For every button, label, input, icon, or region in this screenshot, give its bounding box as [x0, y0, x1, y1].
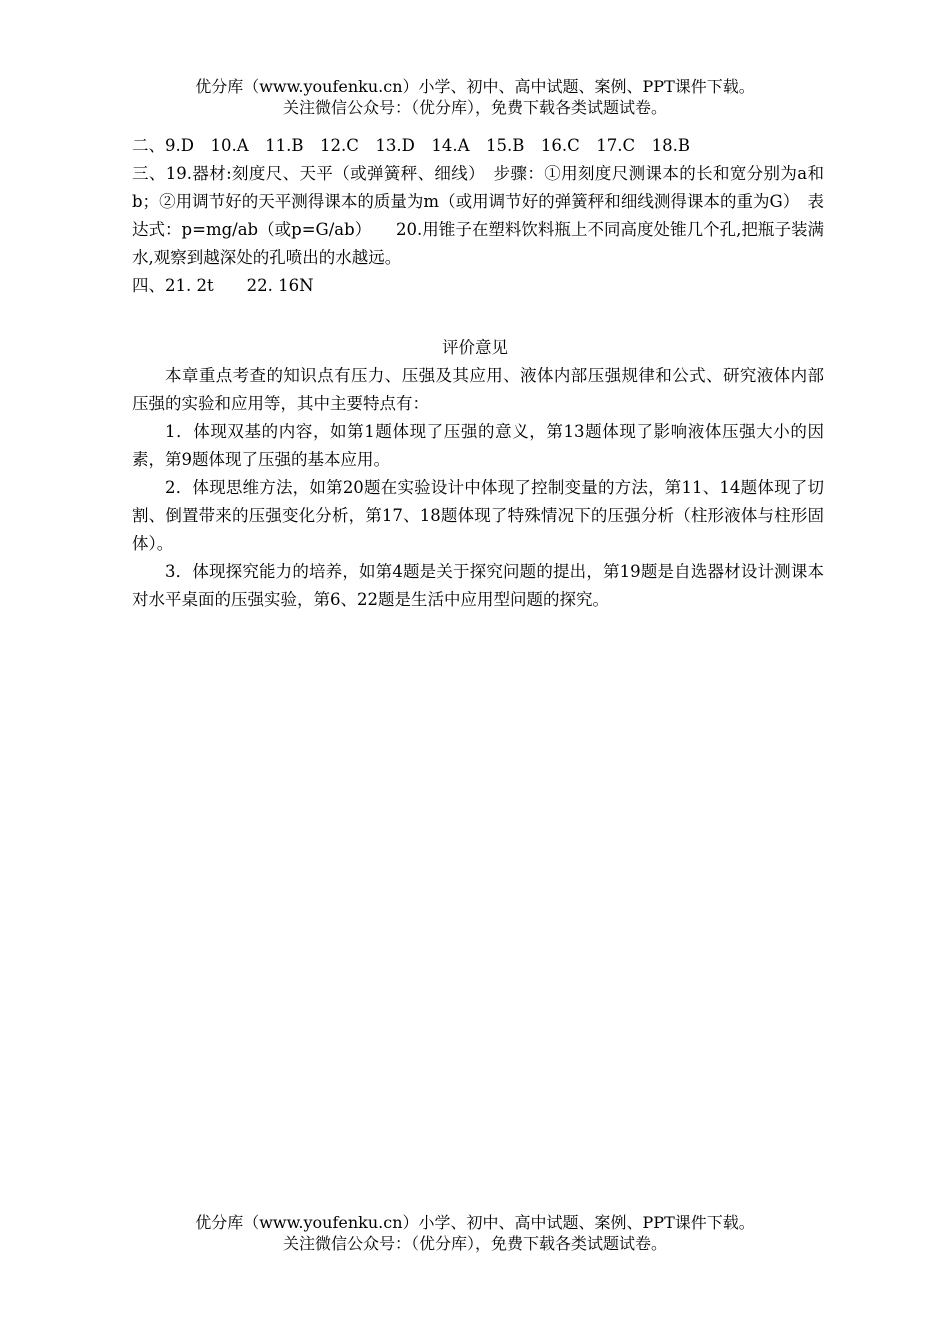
answers-section-3: 三、19.器材:刻度尺、天平（或弹簧秤、细线） 步骤：①用刻度尺测课本的长和宽分别为a和b；②用调节好的天平测得课本的质量为m（或用调节好的弹簧秤和细线测得课本的重为G） 表达式：p=mg/ab（或p=G/ab） 20.用锥子在塑料饮料瓶上不同高度处锥几个孔,把瓶子装满水,观察到越深处的孔喷出的水越远。	[132, 164, 824, 267]
evaluation-paragraph-2: 2．体现思维方法，如第20题在实验设计中体现了控制变量的方法，第11、14题体现了切割、倒置带来的压强变化分析，第17、18题体现了特殊情况下的压强分析（柱形液体与柱形固体）。	[132, 478, 824, 553]
page-footer	[0, 1212, 950, 1254]
answer-section	[132, 132, 824, 300]
footer-site-line: 优分库（www.youfenku.cn）小学、初中、高中试题、案例、PPT课件下载。	[195, 1213, 755, 1232]
evaluation-title: 评价意见	[442, 338, 508, 357]
evaluation-body	[132, 362, 824, 614]
footer-wechat-line: 关注微信公众号：（优分库），免费下载各类试题试卷。	[282, 1234, 667, 1253]
page-header	[0, 76, 950, 118]
answers-section-4: 四、21. 2t 22. 16N	[132, 276, 314, 295]
evaluation-paragraph-3: 3．体现探究能力的培养，如第4题是关于探究问题的提出，第19题是自选器材设计测课本对水平桌面的压强实验，第6、22题是生活中应用型问题的探究。	[132, 562, 824, 609]
answers-section-2: 二、9.D 10.A 11.B 12.C 13.D 14.A 15.B 16.C 17.C 18.B	[132, 136, 690, 155]
header-site-line: 优分库（www.youfenku.cn）小学、初中、高中试题、案例、PPT课件下载。	[195, 77, 755, 96]
evaluation-paragraph-intro: 本章重点考查的知识点有压力、压强及其应用、液体内部压强规律和公式、研究液体内部压强的实验和应用等，其中主要特点有：	[132, 366, 824, 413]
header-wechat-line: 关注微信公众号：（优分库），免费下载各类试题试卷。	[282, 98, 667, 117]
evaluation-paragraph-1: 1．体现双基的内容，如第1题体现了压强的意义，第13题体现了影响液体压强大小的因素，第9题体现了压强的基本应用。	[132, 422, 824, 469]
